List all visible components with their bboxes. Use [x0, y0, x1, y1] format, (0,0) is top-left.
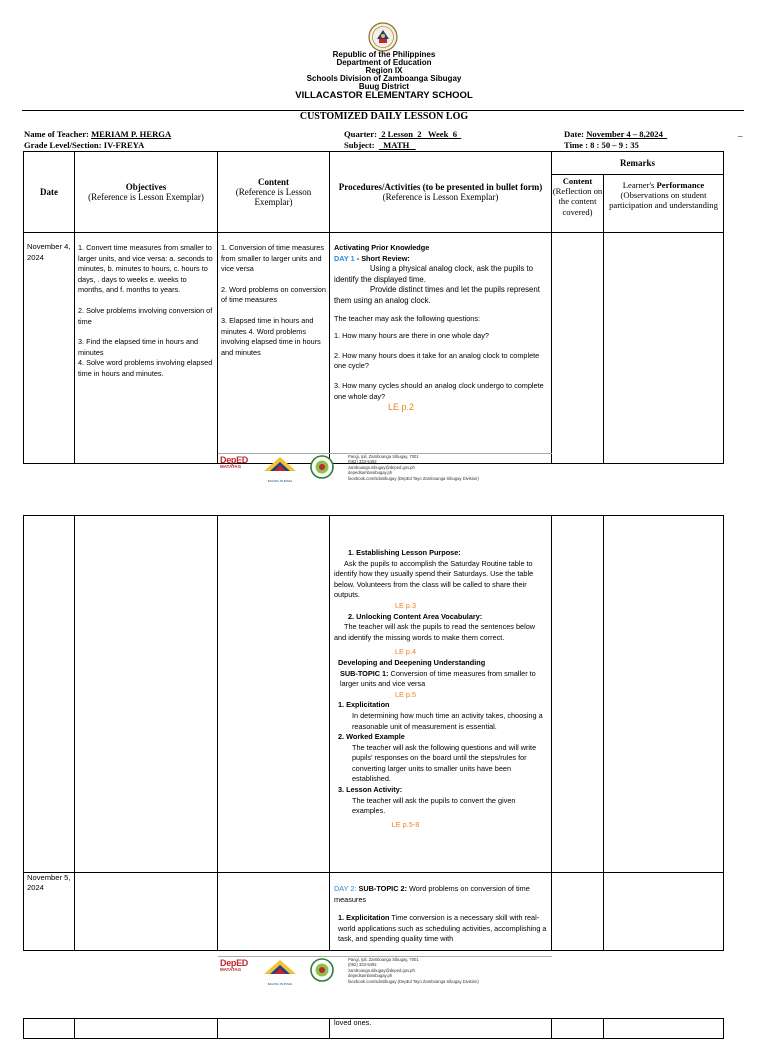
row2-remarks-learners	[604, 516, 724, 873]
grade-value: IV-FREYA	[103, 140, 145, 150]
day2-line	[334, 884, 547, 905]
row3-remarks-learners	[604, 873, 724, 951]
footer-web: depedsambosibugay.ph	[348, 973, 393, 979]
lesson-activity-title: 3. Lesson Activity:	[338, 785, 403, 795]
footer-email: zamboanga.sibugay@deped.gov.ph	[348, 967, 415, 973]
row4-remarks-learners	[604, 1019, 724, 1039]
day2-explicitation-body: Time conversion is a necessary skill with real-world applications such as scheduling activities, accomplishing a task, and spending quality time with	[338, 913, 547, 944]
school-name: VILLACASTOR ELEMENTARY SCHOOL	[295, 90, 473, 101]
day1-line	[334, 254, 548, 265]
objective-item: 4. Solve word problems involving elapsed time in hours and minutes.	[78, 358, 213, 378]
remarks-content-note: (Reflection on the content covered)	[552, 186, 603, 217]
deped-matatag-logo	[220, 958, 248, 972]
content-ref: (Reference is Lesson Exemplar)	[235, 187, 312, 207]
time-line: Time : 8 : 50 – 9 : 35	[564, 140, 639, 150]
subject-value: MATH	[378, 140, 416, 150]
date-value: November 4 – 8,2024	[586, 129, 668, 139]
bagong-pilipinas-logo	[262, 958, 298, 986]
proc-p2: Provide distinct times and let the pupils represent them using an analog clock.	[334, 285, 540, 305]
row1-remarks-learners	[604, 233, 724, 464]
proc-heading: Activating Prior Knowledge	[334, 243, 430, 252]
objectives-title: Objectives	[125, 182, 167, 192]
row4-objectives	[75, 1019, 218, 1039]
question-2: 2. How many hours does it take for an analog clock to complete one cycle?	[334, 350, 540, 371]
log-title: CUSTOMIZED DAILY LESSON LOG	[299, 111, 469, 122]
deped-seal	[368, 22, 398, 52]
day1-title: - Short Review:	[354, 253, 410, 263]
purpose-le: LE p.3	[394, 600, 417, 610]
question-3: 3. How many cycles should an analog clock undergo to complete one whole day?	[334, 380, 544, 401]
header-republic: Republic of the Philippines	[332, 50, 436, 59]
procedures-title: Procedures/Activities (to be presented in bullet form)	[338, 182, 543, 192]
quarter-value: 2 Lesson 2 Week 6	[379, 129, 462, 139]
footer-contacts	[348, 454, 479, 481]
lesson-activity-body: The teacher will ask the pupils to convert the given examples.	[352, 795, 516, 816]
row4-date	[24, 1019, 75, 1039]
date-label: Date:	[564, 129, 587, 139]
grade-label: Grade Level/Section:	[24, 140, 104, 150]
footer-phone: (062) 333-5492	[348, 962, 377, 968]
matatag-word: MATATAG	[220, 967, 242, 972]
lesson-activity-le: LE p.5-8	[391, 819, 420, 829]
col-header-learners	[604, 175, 724, 233]
objective-item: 1. Convert time measures from smaller to larger units, and vice versa: a. seconds to minutes, b. minutes to hours, c. hours to days, . days to weeks e. weeks to months, and f. months to years.	[78, 243, 213, 295]
row4-procedures: loved ones.	[330, 1019, 552, 1039]
date-line	[564, 129, 667, 139]
col-header-remarks-content	[552, 175, 604, 233]
col-header-date: Date	[24, 152, 75, 233]
col-header-remarks: Remarks	[552, 152, 724, 175]
division-seal-icon	[308, 958, 336, 987]
subtopic1-le: LE p.5	[394, 689, 417, 699]
row2-objectives	[75, 516, 218, 873]
row1-objectives	[75, 233, 218, 464]
footer-facebook: facebook.com/sdosibugay (DepEd Tayo Zamboanga Sibugay Division)	[348, 475, 479, 481]
procedures-ref: (Reference is Lesson Exemplar)	[382, 192, 499, 202]
grade-line	[24, 140, 144, 150]
subject-label: Subject:	[344, 140, 379, 150]
footer-address: Pangi, Ipil, Zamboanga Sibugay, 7001	[348, 957, 419, 962]
develop-title: Developing and Deepening Understanding	[338, 657, 486, 667]
objective-item: 2. Solve problems involving conversion of time	[78, 305, 213, 326]
footer-phone: (062) 333-5492	[348, 459, 377, 465]
subtopic1-line	[334, 669, 547, 690]
row3-remarks-content	[552, 873, 604, 951]
header-region: Region IX	[365, 66, 403, 75]
vocab-title: 2. Unlocking Content Area Vocabulary:	[348, 611, 483, 621]
subtopic1-body: Conversion of time measures from smaller to larger units and vice versa	[340, 668, 536, 689]
footer-web: depedsambosibugay.ph	[348, 470, 393, 476]
col-header-objectives	[75, 152, 218, 233]
question-intro: The teacher may ask the following questions:	[334, 313, 481, 323]
learners-title	[607, 180, 720, 190]
teacher-line	[24, 129, 171, 139]
objectives-ref: (Reference is Lesson Exemplar)	[88, 192, 204, 202]
footer-address: Pangi, Ipil, Zamboanga Sibugay, 7001	[348, 454, 419, 459]
deped-word: DepED	[220, 958, 249, 968]
header-district: Buug District	[358, 82, 410, 91]
header-department: Department of Education	[336, 58, 432, 67]
lesson-table-page1	[23, 151, 724, 464]
subtopic2-label: SUB-TOPIC 2:	[356, 884, 407, 893]
footer-facebook: facebook.com/sdosibugay (DepEd Tayo Zamboanga Sibugay Division)	[348, 978, 479, 984]
content-title: Content	[258, 177, 289, 187]
subtopic2-body: Word problems on conversion of time measures	[334, 884, 530, 904]
row2-date	[24, 516, 75, 873]
content-item: 1. Conversion of time measures from smaller to larger units and vice versa	[221, 243, 325, 274]
quarter-label: Quarter:	[344, 129, 380, 139]
vocab-body: The teacher will ask the pupils to read the sentences below and identify the missing words to make them correct.	[334, 622, 536, 642]
matatag-word: MATATAG	[220, 464, 242, 469]
dash-mark: _	[738, 128, 743, 138]
bagong-label: BAGONG PILIPINAS	[267, 480, 293, 483]
teacher-label: Name of Teacher:	[24, 129, 92, 139]
row1-date: November 4, 2024	[24, 233, 75, 464]
worked-example-body: The teacher will ask the following questions and will write pupils' responses on the board until the steps/rules for converting larger units to smaller units have been established.	[352, 742, 537, 784]
subtopic1-label: SUB-TOPIC 1:	[340, 668, 389, 678]
footer-page2	[218, 956, 552, 986]
learners-label: Learner's	[622, 180, 657, 190]
deped-matatag-logo	[220, 455, 248, 469]
deped-word: DepED	[220, 455, 249, 465]
day2-explicitation-title: 1. Explicitation	[338, 913, 390, 923]
division-seal-icon	[308, 455, 336, 484]
learners-performance: Performance	[656, 180, 705, 190]
proc-p1: Using a physical analog clock, ask the pupils to identify the displayed time.	[334, 264, 533, 284]
bagong-pilipinas-logo	[262, 455, 298, 483]
purpose-title: 1. Establishing Lesson Purpose:	[348, 548, 461, 557]
content-item: 2. Word problems on conversion of time measures	[221, 284, 326, 305]
remarks-content-title: Content	[562, 176, 593, 186]
day2-label: DAY 2:	[334, 884, 357, 893]
row3-procedures	[330, 873, 552, 951]
quarter-line	[344, 129, 461, 139]
question-1: 1. How many hours are there in one whole day?	[334, 331, 489, 341]
lesson-table-page3	[23, 1018, 724, 1039]
row4-content	[218, 1019, 330, 1039]
worked-example-title: 2. Worked Example	[338, 732, 405, 742]
row1-content	[218, 233, 330, 464]
col-header-content	[218, 152, 330, 233]
row2-remarks-content	[552, 516, 604, 873]
row2-procedures	[330, 516, 552, 873]
purpose-body: Ask the pupils to accomplish the Saturday Routine table to identify how they usually spend their Saturdays. Use the table below. Volunteers from the class will be called to share their outputs.	[334, 558, 534, 600]
col-header-procedures	[330, 152, 552, 233]
day2-explicitation	[334, 913, 547, 945]
bagong-label: BAGONG PILIPINAS	[267, 983, 293, 986]
header-division: Schools Division of Zamboanga Sibugay	[306, 74, 462, 83]
explicitation-body: In determining how much time an activity takes, choosing a reasonable unit of measurement is essential.	[352, 710, 543, 731]
row1-remarks-content	[552, 233, 604, 464]
row3-objectives	[75, 873, 218, 951]
footer-email: zamboanga.sibugay@deped.gov.ph	[348, 464, 415, 470]
footer-contacts	[348, 957, 479, 984]
subject-line	[344, 140, 416, 150]
objective-item: 3. Find the elapsed time in hours and minutes	[78, 337, 199, 357]
footer-page1	[218, 453, 552, 483]
vocab-le: LE p.4	[394, 647, 417, 657]
row3-date: November 5, 2024	[24, 873, 75, 951]
content-item: 3. Elapsed time in hours and minutes 4. Word problems involving elapsed time in hours and minutes	[221, 315, 321, 357]
learners-note: (Observations on student participation and understanding	[609, 190, 718, 211]
day1-label: DAY 1	[334, 253, 355, 263]
row3-content	[218, 873, 330, 951]
explicitation-title: 1. Explicitation	[338, 700, 390, 710]
lesson-table-page2	[23, 515, 724, 951]
row1-procedures	[330, 233, 552, 464]
teacher-name: MERIAM P. HERGA	[91, 129, 172, 139]
le-ref: LE p.2	[387, 402, 415, 413]
row4-remarks-content	[552, 1019, 604, 1039]
